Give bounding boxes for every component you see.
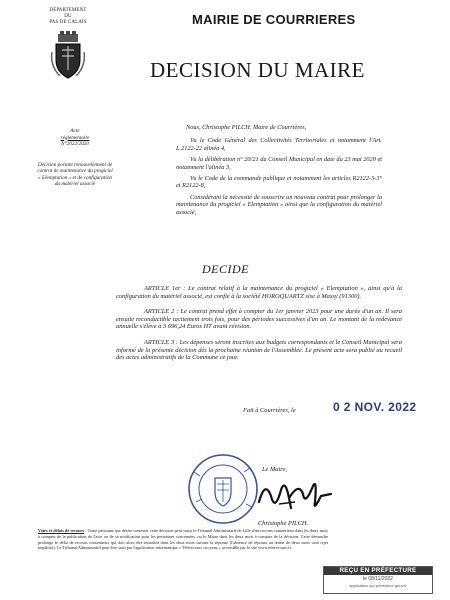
vis-item: Vu le Code de la commande publique et notamment les articles R2122-3-3° et R2122-8,: [176, 175, 382, 190]
signer-name: Christophe PILCH.: [258, 520, 309, 527]
department-header: [38, 8, 98, 26]
articles-section: [116, 285, 402, 370]
vis-item: Vu le Code Général des Collectivités Territoriales et notamment l'Art. L.2122-22 alinéa 4,: [176, 137, 382, 152]
page-title: DECISION DU MAIRE: [150, 58, 365, 82]
vis-section: [176, 124, 382, 220]
town-seal-icon: [186, 452, 260, 526]
mayor-intro: Nous, Christophe PILCH, Maire de Courrières,: [186, 124, 307, 131]
article-2: ARTICLE 2 : Le contrat prend effet à compter du 1er janvier 2023 pour une durée d'un an. Il sera ensuite reconductible tacitement trois fois, pour des périodes successives d'un an. Le montant de la redevance annuelle s'élève à 3 696,24 Euros HT avant révision.: [116, 308, 402, 331]
fait-a: Fait à Courrières, le: [243, 407, 296, 414]
article-1: ARTICLE 1er : Le contrat relatif à la maintenance du progiciel « Elemptation », ainsi qu'à la configuration du matériel associé, est confié à la société HOROQUARTZ sise à Massy (91300).: [116, 285, 402, 300]
le-maire-label: Le Maire,: [262, 466, 287, 473]
receipt-source: application.spl.prefecture.gouv.fr: [349, 583, 407, 588]
acte-ref: réglementaire: [60, 134, 90, 141]
prefecture-receipt-stamp: [323, 566, 433, 594]
article-3: ARTICLE 3 : Les dépenses seront inscrites aux budgets correspondants et le Conseil Municipal sera informé de la présente décision dès la prochaine réunion de l'Assemblée. Le présent acte sera publié au recueil des actes administratifs de la Commune ce jour.: [116, 338, 402, 362]
decision-subject: Décision portant renouvellement de contrat de maintenance du progiciel « Elemptation » et de configuration du matériel associé: [37, 161, 113, 187]
dept-line: DU: [64, 14, 72, 19]
receipt-date: le 08/11/2022: [363, 576, 393, 582]
decision-number: N°2022/2020: [61, 141, 89, 147]
mairie-heading: MAIRIE DE COURRIERES: [192, 12, 356, 27]
date-stamp: 0 2 NOV. 2022: [333, 400, 417, 414]
legal-footer: [38, 528, 328, 551]
acte-label: Acte: [70, 128, 80, 134]
footer-label: Voies et délais de recours: [38, 528, 85, 533]
signature-icon: [255, 472, 335, 516]
vis-item: Vu la délibération n° 20/21 du Conseil Municipal en date du 23 mai 2020 et notamment l'alinéa 3,: [176, 156, 382, 171]
vis-item: Considérant la nécessité de souscrire un nouveau contrat pour prolonger la maintenance du progiciel « Elemptation » ainsi que la configuration du matériel associé,: [176, 193, 382, 216]
dept-line: PAS DE CALAIS: [49, 20, 87, 25]
coat-of-arms-icon: [50, 30, 86, 80]
decide-heading: DECIDE: [202, 262, 249, 276]
footer-text: : Toute personne qui désire contester cette décision peut saisir le Tribunal Administratif de Lille d'un recours contentieux dans les deux mois à compter de la publication de l'acte ou de sa notification pour les personnes concernées, ou le Maire dans les deux mois à compter de la décision. Cette démarche prolonge le délai de recours contentieux qui doit alors être introduit dans les deux mois suivant la réponse (l'absence de réponse au terme de deux mois vaut rejet implicite). Le Tribunal Administratif peut être saisi par l'application informatique « Télérecours citoyens » accessible par le site www.telerecours.fr.: [38, 528, 328, 551]
receipt-title: REÇU EN PRÉFECTURE: [324, 567, 432, 575]
act-metadata: [36, 128, 114, 188]
dept-line: DÉPARTEMENT: [49, 8, 87, 13]
